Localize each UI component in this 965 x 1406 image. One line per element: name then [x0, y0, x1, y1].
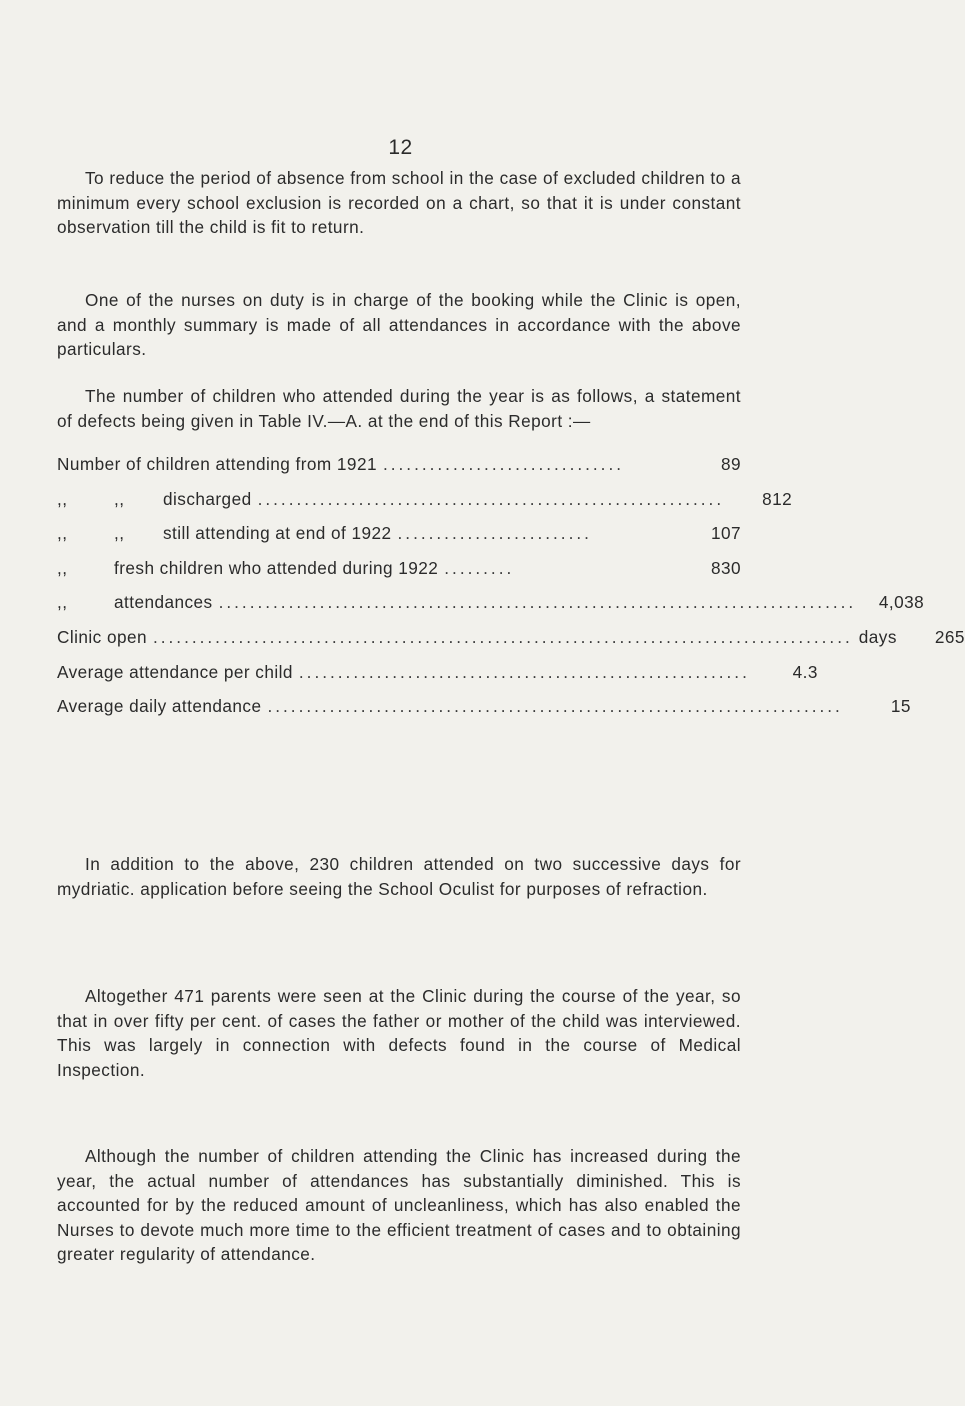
ditto-mark: ,,: [114, 523, 125, 544]
stat-value: 830: [710, 557, 741, 578]
stat-label: Average attendance per child: [57, 661, 293, 682]
dot-leader: ..........................................................................: [267, 696, 843, 717]
dot-leader: ............................................................: [257, 488, 725, 509]
ditto-mark: ,,: [57, 557, 68, 578]
stat-value: 812: [762, 488, 793, 509]
paragraph-uncleanliness: Although the number of children attending the Clinic has increased during the year, the actual number of attendances has substantially diminished. This is accounted for by the reduced amount of uncleanliness, which has also enabled the Nurses to devote much more time to the efficient treatment of cases and to obtaining greater regularity of attendance.: [57, 1146, 741, 1264]
paragraph-exclusion-chart: To reduce the period of absence from school in the case of excluded children to a minimum every school exclusion is recorded on a chart, so that it is under constant observation till the child is fit to return.: [57, 168, 741, 237]
stat-row: [57, 488, 793, 524]
stat-row: [57, 626, 965, 662]
dot-leader: ...............................: [382, 454, 625, 474]
stat-value: 107: [710, 523, 741, 544]
page-number: 12: [388, 136, 413, 159]
stat-value: 4.3: [792, 661, 818, 682]
dot-leader: ..........................................................: [298, 661, 750, 682]
stat-row: [57, 696, 911, 731]
stat-row: [57, 592, 925, 627]
stat-row: [57, 661, 818, 697]
stat-unit: days: [858, 626, 897, 647]
paragraph-attendance-intro: The number of children who attended during the year is as follows, a statement of defects being given in Table IV.—A. at the end of this Report :—: [57, 386, 741, 431]
stat-label: Number of children attending from 1921: [57, 454, 377, 474]
dot-leader: .........: [444, 557, 515, 578]
dot-leader: ..................................................................................: [218, 592, 857, 613]
paragraph-mydriatic: In addition to the above, 230 children attended on two successive days for mydriatic. application before seeing the School Oculist for purposes of refraction.: [57, 854, 741, 899]
stat-value: 15: [890, 696, 911, 717]
stat-label: attendances: [114, 592, 213, 613]
ditto-mark: ,,: [57, 592, 68, 613]
stat-value: 265: [934, 626, 965, 647]
stat-value: 4,038: [878, 592, 925, 613]
ditto-mark: ,,: [114, 488, 125, 509]
stat-label: Clinic open: [57, 626, 147, 647]
dot-leader: .........................: [397, 523, 592, 544]
stat-row: [57, 454, 741, 489]
ditto-mark: ,,: [57, 488, 68, 509]
stat-label: fresh children who attended during 1922: [114, 557, 439, 578]
attendance-statistics-table: [57, 454, 965, 731]
stat-label: still attending at end of 1922: [163, 523, 392, 544]
stat-label: Average daily attendance: [57, 696, 262, 717]
dot-leader: ..........................................................................................: [152, 626, 853, 647]
stat-row: [57, 558, 741, 593]
stat-row: [57, 523, 741, 558]
paragraph-nurse-booking: One of the nurses on duty is in charge of the booking while the Clinic is open, and a monthly summary is made of all attendances in accordance with the above particulars.: [57, 290, 741, 359]
ditto-mark: ,,: [57, 523, 68, 544]
stat-label: discharged: [163, 488, 252, 509]
paragraph-parents-seen: Altogether 471 parents were seen at the Clinic during the course of the year, so that in over fifty per cent. of cases the father or mother of the child was interviewed. This was largely in connection with defects found in the course of Medical Inspection.: [57, 986, 741, 1080]
stat-value: 89: [720, 454, 741, 474]
